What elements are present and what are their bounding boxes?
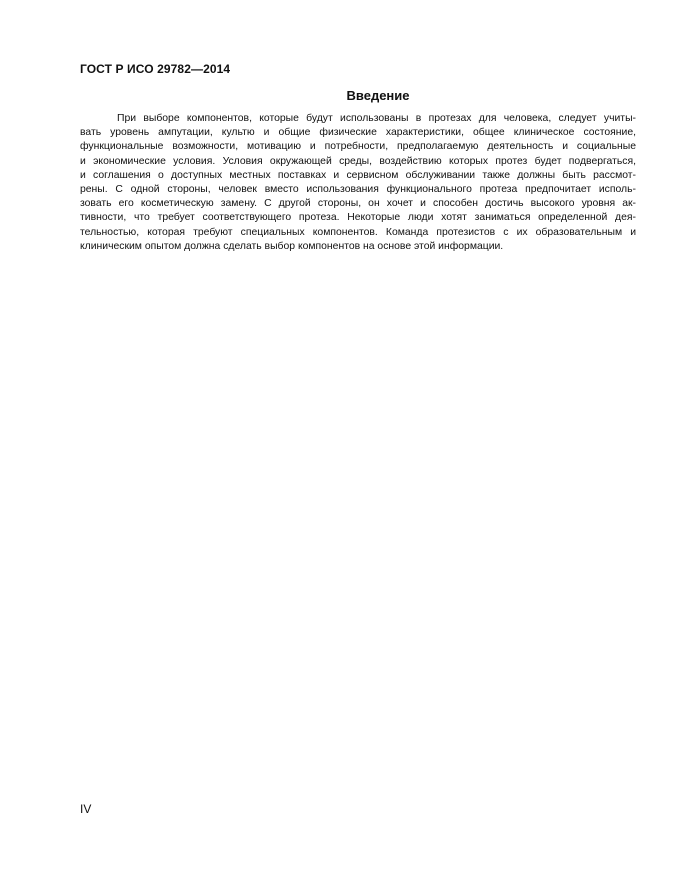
paragraph-line: тивности, что требует соответствующего протеза. Некоторые люди хотят заниматься определенной дея- [80, 212, 636, 224]
body-paragraph [80, 112, 636, 254]
section-title: Введение [346, 88, 410, 103]
paragraph-line: клиническим опытом должна сделать выбор компонентов на основе этой информации. [80, 240, 504, 252]
paragraph-line: тельностью, которая требуют специальных компонентов. Команда протезистов с их образовательным и [80, 226, 636, 238]
paragraph-line: и экономические условия. Условия окружающей среды, воздействию которых протез будет подвергаться, [80, 155, 636, 167]
page-number: IV [80, 802, 92, 816]
paragraph-line: рены. С одной стороны, человек вместо использования функционального протеза предпочитает исполь- [80, 184, 636, 196]
paragraph-line: При выборе компонентов, которые будут использованы в протезах для человека, следует учиты- [117, 113, 636, 124]
paragraph-line: зовать его косметическую замену. С другой стороны, он хочет и способен достичь высокого уровня ак- [80, 198, 636, 210]
document-header-standard-id: ГОСТ Р ИСО 29782—2014 [80, 62, 231, 76]
paragraph-line: функциональные возможности, мотивацию и потребности, предполагаемую деятельность и социальные [80, 141, 636, 153]
paragraph-line: вать уровень ампутации, культю и общие физические характеристики, общее клиническое состояние, [80, 127, 636, 139]
paragraph-line: и соглашения о доступных местных поставках и сервисном обслуживании также должны быть рассмот- [80, 169, 636, 181]
